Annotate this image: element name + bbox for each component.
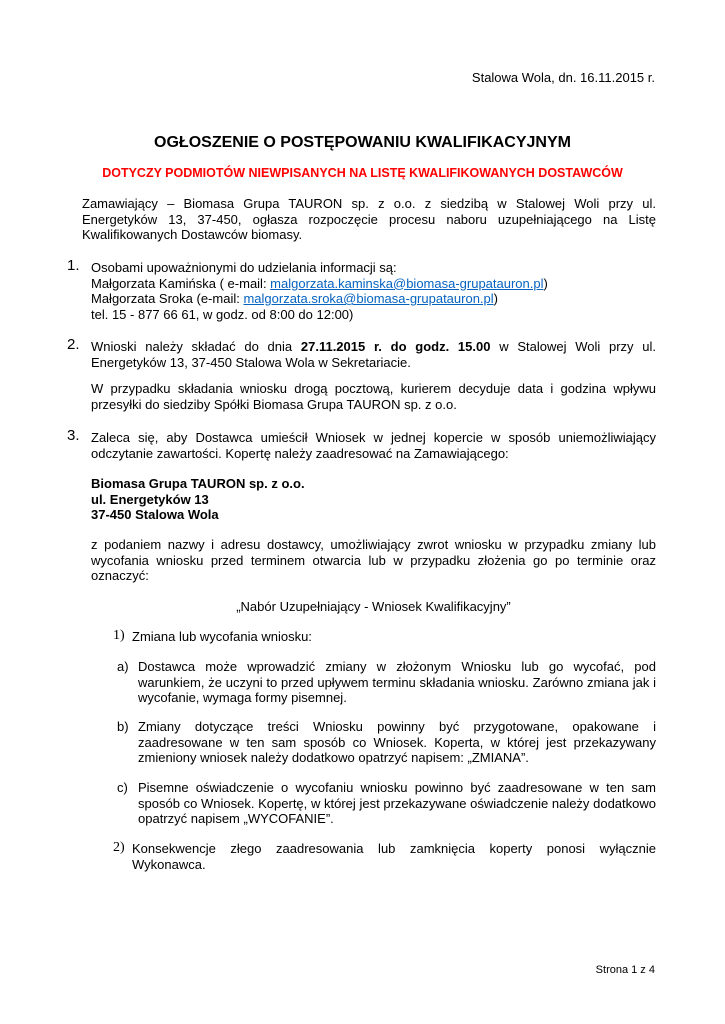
item-1-number: 1. bbox=[67, 257, 80, 274]
item-2-postal-paragraph: W przypadku składania wniosku drogą pocztową, kurierem decyduje data i godzina wpływu przesyłki do siedziby Spółki Biomasa Grupa TAURON sp. z o.o. bbox=[91, 381, 656, 412]
item-3-labeling-paragraph: z podaniem nazwy i adresu dostawcy, umożliwiający zwrot wniosku w przypadku zmiany lub wycofania wniosku przed terminem otwarcia lub w przypadku złożenia go po terminie oraz oznaczyć: bbox=[91, 537, 656, 583]
list-item-a-text: Dostawca może wprowadzić zmiany w złożonym Wniosku lub go wycofać, pod warunkiem, że uczyni to przed upływem terminu składania wniosku. Zarówno zmiana jak i wycofanie, wymaga formy pisemnej. bbox=[138, 659, 656, 705]
list-item-b-letter: b) bbox=[117, 719, 129, 734]
subpoint-1-text: Zmiana lub wycofania wniosku: bbox=[132, 629, 312, 644]
item-1-content bbox=[91, 260, 656, 322]
item-2-number: 2. bbox=[67, 336, 80, 353]
envelope-label: „Nabór Uzupełniający - Wniosek Kwalifikacyjny” bbox=[236, 599, 511, 614]
contact-email-1-link[interactable]: malgorzata.kaminska@biomasa-grupatauron.pl bbox=[270, 275, 544, 291]
subpoint-2-text: Konsekwencje złego zaadresowania lub zamknięcia koperty ponosi wyłącznie Wykonawca. bbox=[132, 841, 656, 872]
contact-person-1: Małgorzata Kamińska ( e-mail: malgorzata.kaminska@biomasa-grupatauron.pl) bbox=[91, 275, 548, 291]
address-line: ul. Energetyków 13 bbox=[91, 491, 209, 507]
submission-deadline: 27.11.2015 r. do godz. 15.00 bbox=[300, 339, 491, 354]
subpoint-2-number: 2) bbox=[113, 840, 125, 855]
intro-paragraph: Zamawiający – Biomasa Grupa TAURON sp. z o.o. z siedzibą w Stalowej Woli przy ul. Energetyków 13, 37-450, ogłasza rozpoczęcie procesu naboru uzupełniającego na Listę Kwalifikowanych Dostawców biomasy. bbox=[82, 196, 656, 242]
list-item-b-text: Zmiany dotyczące treści Wniosku powinny być przygotowane, opakowane i zaadresowane w ten sam sposób co Wniosek. Koperta, w której jest przekazywany zmieniony wniosek należy dodatkowo opatrzyć napisem: „ZMIANA”. bbox=[138, 719, 656, 765]
list-item-a-letter: a) bbox=[117, 659, 129, 674]
address-line: Biomasa Grupa TAURON sp. z o.o. bbox=[91, 476, 305, 491]
item-2-text: Wnioski należy składać do dnia 27.11.2015 r. do godz. 15.00 w Stalowej Woli przy ul. Energetyków 13, 37-450 Stalowa Wola w Sekretariacie. bbox=[91, 339, 656, 370]
subpoint-1-number: 1) bbox=[113, 628, 125, 643]
item-1-intro: Osobami upoważnionymi do udzielania informacji są: bbox=[91, 260, 397, 275]
recipient-address bbox=[91, 476, 656, 523]
document-title: OGŁOSZENIE O POSTĘPOWANIU KWALIFIKACYJNYM bbox=[154, 134, 571, 151]
contact-email-2-link[interactable]: malgorzata.sroka@biomasa-grupatauron.pl bbox=[243, 291, 494, 306]
page-number: Strona 1 z 4 bbox=[595, 963, 655, 976]
contact-phone: tel. 15 - 877 66 61, w godz. od 8:00 do 12:00) bbox=[91, 306, 354, 322]
contact-person-2: Małgorzata Sroka (e-mail: malgorzata.sroka@biomasa-grupatauron.pl) bbox=[91, 291, 499, 306]
item-3-text: Zaleca się, aby Dostawca umieścił Wniosek w jednej kopercie w sposób uniemożliwiający odczytanie zawartości. Kopertę należy zaadresować na Zamawiającego: bbox=[91, 430, 656, 461]
item-3-number: 3. bbox=[67, 427, 80, 444]
address-line: 37-450 Stalowa Wola bbox=[91, 507, 219, 522]
document-date: Stalowa Wola, dn. 16.11.2015 r. bbox=[471, 70, 655, 85]
document-subtitle: DOTYCZY PODMIOTÓW NIEWPISANYCH NA LISTĘ KWALIFIKOWANYCH DOSTAWCÓW bbox=[102, 166, 623, 180]
list-item-c-letter: c) bbox=[117, 780, 128, 795]
list-item-c-text: Pisemne oświadczenie o wycofaniu wniosku powinno być zaadresowane w ten sam sposób co Wniosek. Kopertę, w której jest przekazywane oświadczenie należy dodatkowo opatrzyć napisem „WYCOFANIE”. bbox=[138, 780, 656, 826]
